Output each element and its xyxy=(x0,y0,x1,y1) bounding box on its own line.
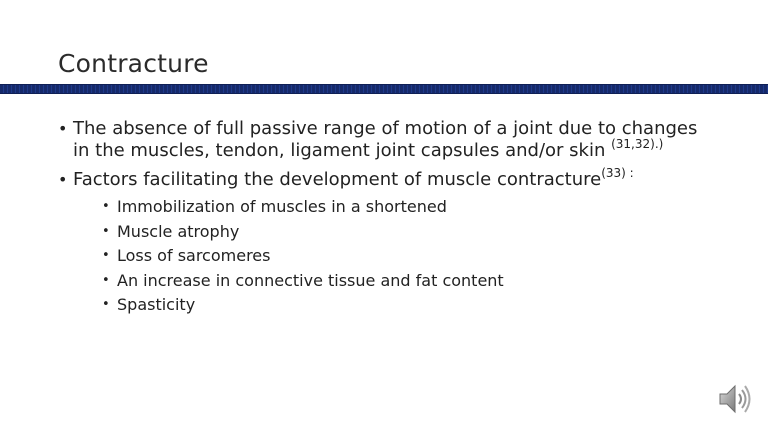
bullet-marker: • xyxy=(58,170,68,189)
sub-bullet-item xyxy=(102,271,718,291)
slide-content xyxy=(58,118,718,322)
sub-bullet-text: Muscle atrophy xyxy=(117,221,240,241)
bullet-list xyxy=(58,118,718,315)
bullet-marker: • xyxy=(102,297,110,312)
bullet-marker: • xyxy=(58,119,68,138)
bullet-text: The absence of full passive range of motion of a joint due to changes in the muscles, tendon, ligament joint capsules and/or skin xyxy=(73,118,698,161)
sub-bullet-list xyxy=(73,197,718,315)
bullet-text: Factors facilitating the development of muscle contracture xyxy=(73,169,602,190)
bullet-marker: • xyxy=(102,248,110,263)
sub-bullet-text: Loss of sarcomeres xyxy=(117,246,271,265)
citation: (31,32).) xyxy=(611,137,664,151)
bullet-item xyxy=(58,166,718,315)
speaker-icon[interactable] xyxy=(716,380,754,418)
bullet-marker: • xyxy=(102,223,110,239)
sub-bullet-item xyxy=(102,295,718,315)
sub-bullet-item xyxy=(102,197,718,217)
bullet-marker: • xyxy=(102,272,110,288)
bullet-marker: • xyxy=(102,199,110,214)
citation: (33) : xyxy=(601,166,634,180)
title-divider-bar xyxy=(0,84,768,94)
sub-bullet-text: Spasticity xyxy=(117,295,196,314)
sub-bullet-text: Immobilization of muscles in a shortened xyxy=(117,197,447,216)
sub-bullet-text: An increase in connective tissue and fat content xyxy=(117,270,504,290)
slide-title: Contracture xyxy=(58,49,209,78)
sub-bullet-item xyxy=(102,246,718,266)
sub-bullet-item xyxy=(102,222,718,242)
bullet-item xyxy=(58,118,718,162)
